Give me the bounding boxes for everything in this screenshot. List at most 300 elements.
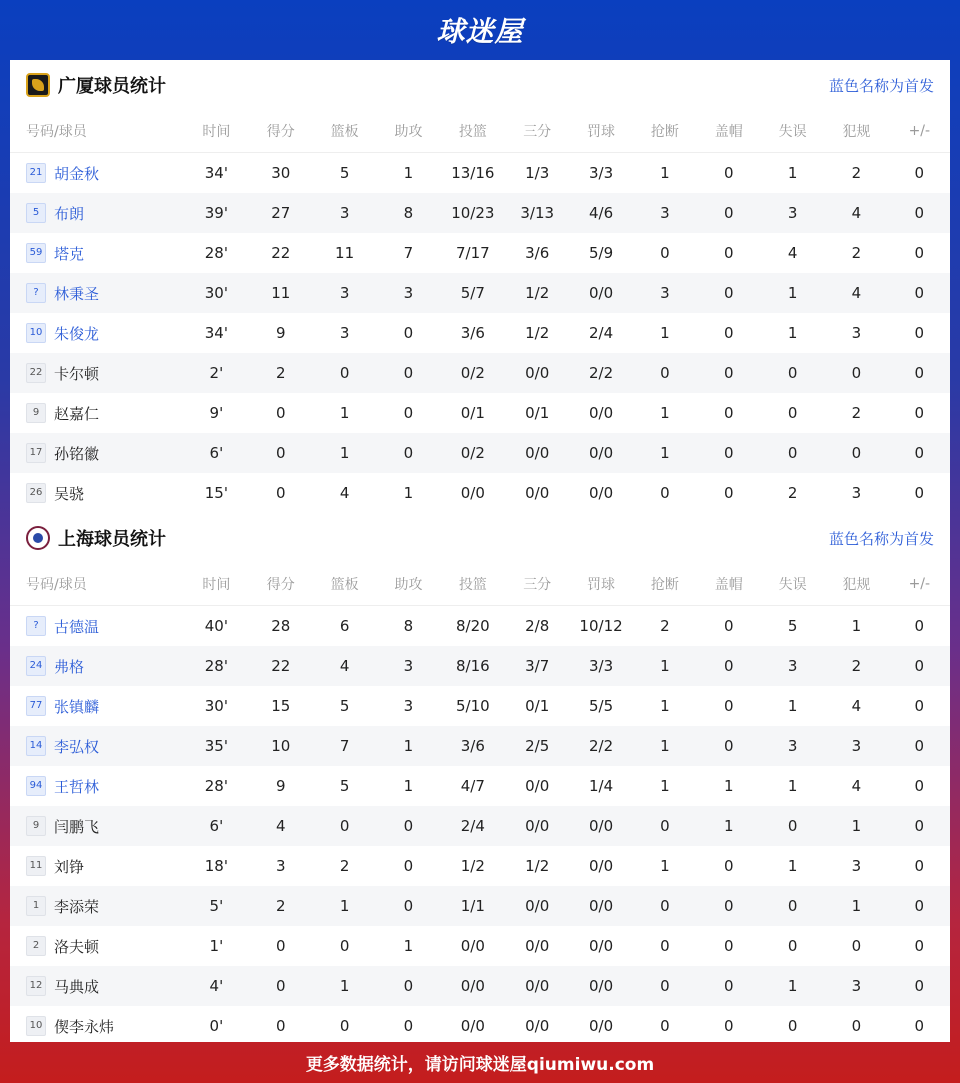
stat-cell: 0 — [249, 966, 312, 1006]
stat-cell: 1' — [209, 937, 224, 955]
player-name-link[interactable]: 洛夫顿 — [54, 937, 100, 956]
player-cell[interactable] — [10, 966, 184, 1006]
stat-cell: 0 — [723, 1017, 734, 1035]
table-row[interactable] — [10, 926, 950, 966]
table-row[interactable] — [10, 1006, 950, 1046]
stat-cell: 1 — [824, 886, 888, 926]
stat-cell: 5 — [339, 697, 350, 715]
column-header: 三分 — [506, 563, 569, 606]
footer-banner[interactable] — [0, 1042, 960, 1083]
stat-cell: 0/0 — [525, 484, 550, 502]
player-cell[interactable] — [10, 726, 184, 766]
column-header: 失误 — [761, 563, 824, 606]
player-name-link[interactable]: 朱俊龙 — [54, 324, 100, 343]
stat-cell: 1 — [761, 966, 824, 1006]
stat-cell: 0 — [851, 1017, 862, 1035]
stat-cell: 0/1 — [525, 404, 550, 422]
stat-cell: 2 — [851, 404, 862, 422]
stat-cell: 1/2 — [506, 273, 569, 313]
brand-header — [0, 0, 960, 60]
player-name-link[interactable]: 布朗 — [54, 204, 85, 223]
stat-cell: 0 — [761, 886, 824, 926]
player-name-link[interactable]: 塔克 — [54, 244, 85, 263]
player-name-link[interactable]: 马典成 — [54, 977, 100, 996]
stat-cell: 2 — [660, 617, 670, 635]
stat-cell: 4/7 — [460, 777, 485, 795]
player-name-link[interactable]: 林秉圣 — [54, 284, 100, 303]
stat-cell: 22 — [249, 646, 312, 686]
stat-cell: 0 — [339, 1017, 350, 1035]
stat-cell: 1/2 — [525, 324, 550, 342]
stat-cell: 6' — [184, 433, 249, 473]
stat-cell: 0 — [914, 1017, 925, 1035]
player-name-link[interactable]: 闫鹏飞 — [54, 817, 100, 836]
column-header: 得分 — [249, 563, 312, 606]
stat-cell: 6' — [184, 806, 249, 846]
stat-cell: 1 — [633, 433, 696, 473]
stat-cell: 3 — [633, 273, 696, 313]
stat-cell: 2 — [851, 244, 862, 262]
stat-cell: 0/0 — [460, 937, 485, 955]
column-header: 罚球 — [569, 110, 633, 153]
stat-cell: 1 — [824, 806, 888, 846]
stat-cell: 0/0 — [588, 937, 614, 955]
table-row[interactable] — [10, 433, 950, 473]
starter-legend: 蓝色名称为首发 — [828, 529, 934, 548]
stat-cell: 0' — [209, 1017, 224, 1035]
table-row[interactable] — [10, 606, 950, 647]
stat-cell: 0/0 — [569, 273, 633, 313]
stat-cell: 5/9 — [588, 244, 614, 262]
stats-card — [10, 60, 950, 1042]
stat-cell: 8 — [403, 617, 414, 635]
stat-cell: 27 — [249, 193, 312, 233]
stat-cell: 0/0 — [588, 857, 614, 875]
stat-cell: 2/4 — [588, 324, 614, 342]
stat-cell: 0/0 — [588, 1017, 614, 1035]
stat-cell: 3 — [824, 966, 888, 1006]
jersey-number-badge: 24 — [26, 656, 46, 676]
stat-cell: 4' — [184, 966, 249, 1006]
table-row[interactable] — [10, 353, 950, 393]
column-header: 失误 — [761, 110, 824, 153]
stat-cell: 0 — [889, 193, 950, 233]
stat-cell: 3 — [761, 646, 824, 686]
player-name-link[interactable]: 孙铭徽 — [54, 444, 100, 463]
stat-cell: 0/0 — [569, 966, 633, 1006]
stat-cell: 4 — [824, 273, 888, 313]
stat-cell: 4/6 — [569, 193, 633, 233]
stat-cell: 0 — [275, 484, 286, 502]
table-row[interactable] — [10, 473, 950, 513]
stat-cell: 3 — [403, 697, 414, 715]
player-cell[interactable] — [10, 313, 184, 353]
stat-cell: 2/2 — [569, 353, 633, 393]
table-row[interactable] — [10, 886, 950, 926]
player-name-link[interactable]: 李添荣 — [54, 897, 100, 916]
table-row[interactable] — [10, 806, 950, 846]
shanghai-team-logo-icon — [26, 526, 50, 550]
table-row[interactable] — [10, 273, 950, 313]
stat-cell: 4 — [851, 777, 862, 795]
stat-cell: 1 — [403, 484, 414, 502]
player-cell[interactable] — [10, 273, 184, 313]
stat-cell: 11 — [249, 273, 312, 313]
stat-cell: 0 — [914, 857, 925, 875]
jersey-number-badge: 10 — [26, 1016, 46, 1036]
stat-cell: 1 — [312, 433, 376, 473]
stat-cell: 0 — [697, 193, 761, 233]
stat-cell: 1 — [787, 697, 798, 715]
stat-cell: 5 — [787, 617, 798, 635]
stat-cell: 2/5 — [506, 726, 569, 766]
stat-cell: 0/0 — [525, 777, 550, 795]
stat-cell: 0 — [787, 1017, 798, 1035]
jersey-number-badge: 26 — [26, 483, 46, 503]
stat-cell: 5/7 — [440, 273, 505, 313]
stat-cell: 0 — [339, 937, 350, 955]
stat-cell: 7/17 — [455, 244, 490, 262]
player-cell[interactable] — [10, 686, 184, 726]
stat-cell: 39' — [184, 193, 249, 233]
stat-cell: 1 — [697, 806, 761, 846]
stat-cell: 3 — [851, 857, 862, 875]
table-row[interactable] — [10, 393, 950, 433]
stat-cell: 0 — [377, 806, 440, 846]
stat-cell: 0 — [312, 353, 376, 393]
stat-cell: 0 — [889, 966, 950, 1006]
stat-cell: 1 — [660, 324, 670, 342]
column-header: +/- — [889, 563, 950, 606]
jersey-number-badge: 77 — [26, 696, 46, 716]
jersey-number-badge: 14 — [26, 736, 46, 756]
player-name-link[interactable]: 胡金秋 — [54, 164, 100, 183]
column-header: 号码/球员 — [10, 563, 184, 606]
stat-cell: 0 — [633, 806, 696, 846]
stat-cell: 3 — [761, 726, 824, 766]
jersey-number-badge: 21 — [26, 163, 46, 183]
player-name-link[interactable]: 卡尔顿 — [54, 364, 100, 383]
table-row[interactable] — [10, 846, 950, 886]
stat-cell: 1 — [339, 404, 350, 422]
stat-cell: 0/0 — [525, 937, 550, 955]
stat-cell: 3/7 — [506, 646, 569, 686]
stat-cell: 0 — [889, 433, 950, 473]
player-name-link[interactable]: 李弘权 — [54, 737, 100, 756]
stat-cell: 0 — [723, 484, 734, 502]
stat-cell: 28' — [184, 646, 249, 686]
stat-cell: 0 — [697, 966, 761, 1006]
column-header: +/- — [889, 110, 950, 153]
stat-cell: 1 — [851, 617, 862, 635]
stat-cell: 0 — [914, 484, 925, 502]
stat-cell: 0 — [851, 937, 862, 955]
stat-cell: 40' — [204, 617, 228, 635]
stat-cell: 3/3 — [569, 646, 633, 686]
player-cell[interactable] — [10, 806, 184, 846]
stat-cell: 3 — [851, 484, 862, 502]
stat-cell: 0 — [275, 404, 286, 422]
column-header: 罚球 — [569, 563, 633, 606]
stat-cell: 0/0 — [588, 404, 614, 422]
stat-cell: 0/0 — [506, 886, 569, 926]
column-header: 时间 — [184, 563, 249, 606]
player-cell[interactable] — [10, 473, 184, 513]
column-header: 犯规 — [824, 563, 888, 606]
player-cell[interactable] — [10, 886, 184, 926]
stat-cell: 0 — [249, 433, 312, 473]
stat-cell: 3 — [824, 726, 888, 766]
stat-cell: 5' — [184, 886, 249, 926]
jersey-number-badge: ? — [26, 616, 46, 636]
jersey-number-badge: 5 — [26, 203, 46, 223]
stat-cell: 30' — [184, 273, 249, 313]
player-cell[interactable] — [10, 606, 184, 647]
stat-cell: 28 — [271, 617, 291, 635]
stat-cell: 3 — [377, 646, 440, 686]
stat-cell: 1 — [633, 726, 696, 766]
stat-cell: 1 — [660, 404, 670, 422]
stat-cell: 0 — [889, 806, 950, 846]
stat-cell: 2/4 — [440, 806, 505, 846]
stat-cell: 3 — [312, 273, 376, 313]
stat-cell: 0 — [723, 857, 734, 875]
stat-cell: 0 — [723, 164, 734, 182]
stat-cell: 0 — [723, 617, 734, 635]
table-header-row — [10, 563, 950, 606]
stat-cell: 6 — [339, 617, 350, 635]
stat-cell: 30' — [204, 697, 228, 715]
stat-cell: 9 — [275, 777, 286, 795]
stat-cell: 0/0 — [569, 886, 633, 926]
table-row[interactable] — [10, 966, 950, 1006]
column-header: 投篮 — [440, 563, 505, 606]
stat-cell: 2 — [824, 646, 888, 686]
stat-cell: 34' — [204, 324, 228, 342]
stat-cell: 0/0 — [460, 1017, 485, 1035]
stat-cell: 3/13 — [506, 193, 569, 233]
stat-cell: 2 — [851, 164, 862, 182]
stat-cell: 7 — [312, 726, 376, 766]
stat-cell: 0 — [723, 324, 734, 342]
table-row[interactable] — [10, 726, 950, 766]
player-cell[interactable] — [10, 153, 184, 194]
stat-cell: 3 — [761, 193, 824, 233]
stat-cell: 3 — [377, 273, 440, 313]
stat-cell: 5/10 — [455, 697, 490, 715]
stat-cell: 2' — [184, 353, 249, 393]
player-stats-table — [10, 110, 950, 513]
stat-cell: 10/23 — [440, 193, 505, 233]
stat-cell: 3 — [339, 324, 350, 342]
stat-cell: 1 — [787, 777, 798, 795]
stat-cell: 3 — [275, 857, 286, 875]
stat-cell: 0 — [660, 484, 670, 502]
player-cell[interactable] — [10, 846, 184, 886]
stat-cell: 0 — [660, 1017, 670, 1035]
stat-cell: 8 — [377, 193, 440, 233]
stat-cell: 30 — [271, 164, 291, 182]
table-row[interactable] — [10, 646, 950, 686]
player-cell[interactable] — [10, 233, 184, 273]
stat-cell: 0 — [723, 244, 734, 262]
jersey-number-badge: 10 — [26, 323, 46, 343]
stat-cell: 10 — [249, 726, 312, 766]
player-cell[interactable] — [10, 393, 184, 433]
column-header: 投篮 — [440, 110, 505, 153]
stat-cell: 0/0 — [569, 806, 633, 846]
stat-cell: 3/6 — [440, 726, 505, 766]
table-row[interactable] — [10, 153, 950, 194]
stat-cell: 0/0 — [460, 484, 485, 502]
stat-cell: 1 — [787, 324, 798, 342]
team-name: 广厦球员统计 — [58, 76, 166, 97]
stat-cell: 0 — [697, 646, 761, 686]
stat-cell: 1/4 — [588, 777, 614, 795]
stat-cell: 0 — [403, 404, 414, 422]
stat-cell: 2 — [249, 886, 312, 926]
player-cell[interactable] — [10, 926, 184, 966]
stat-cell: 1 — [660, 857, 670, 875]
stat-cell: 0/2 — [440, 433, 505, 473]
stat-cell: 1 — [787, 164, 798, 182]
jersey-number-badge: 94 — [26, 776, 46, 796]
starter-legend: 蓝色名称为首发 — [828, 76, 934, 95]
brand-logo: 球迷屋 — [436, 15, 524, 48]
stat-cell: 4 — [851, 697, 862, 715]
stat-cell: 0 — [377, 966, 440, 1006]
stat-cell: 0 — [403, 324, 414, 342]
stat-cell: 0 — [914, 324, 925, 342]
stat-cell: 1 — [660, 697, 670, 715]
stat-cell: 3/3 — [588, 164, 614, 182]
stat-cell: 0 — [824, 433, 888, 473]
column-header: 助攻 — [377, 110, 440, 153]
stat-cell: 4 — [787, 244, 798, 262]
stat-cell: 0 — [697, 886, 761, 926]
player-cell[interactable] — [10, 433, 184, 473]
stat-cell: 0 — [312, 806, 376, 846]
player-cell[interactable] — [10, 353, 184, 393]
stat-cell: 0 — [914, 937, 925, 955]
player-name-link[interactable]: 吴骁 — [54, 484, 85, 503]
stat-cell: 35' — [184, 726, 249, 766]
stat-cell: 22 — [271, 244, 291, 262]
stat-cell: 0/0 — [506, 806, 569, 846]
stat-cell: 0/0 — [506, 966, 569, 1006]
player-name-link[interactable]: 弗格 — [54, 657, 85, 676]
table-row[interactable] — [10, 686, 950, 726]
column-header: 篮板 — [312, 563, 376, 606]
stat-cell: 0 — [723, 937, 734, 955]
stat-cell: 5 — [339, 164, 350, 182]
table-row[interactable] — [10, 193, 950, 233]
stat-cell: 8/20 — [455, 617, 490, 635]
player-cell[interactable] — [10, 646, 184, 686]
player-cell[interactable] — [10, 193, 184, 233]
player-cell[interactable] — [10, 766, 184, 806]
stat-cell: 0 — [697, 726, 761, 766]
stat-cell: 34' — [204, 164, 228, 182]
stat-cell: 1 — [312, 886, 376, 926]
stat-cell: 0/1 — [460, 404, 485, 422]
stat-cell: 0 — [403, 1017, 414, 1035]
stat-cell: 15' — [204, 484, 228, 502]
stat-cell: 0 — [377, 886, 440, 926]
column-header: 犯规 — [824, 110, 888, 153]
player-name-link[interactable]: 偰李永炜 — [54, 1017, 115, 1036]
stat-cell: 1 — [723, 777, 734, 795]
stat-cell: 28' — [204, 244, 228, 262]
stat-cell: 5/5 — [588, 697, 614, 715]
stat-cell: 1 — [403, 777, 414, 795]
stat-cell: 0 — [697, 433, 761, 473]
column-header: 三分 — [506, 110, 569, 153]
stat-cell: 0 — [889, 646, 950, 686]
team-section — [10, 513, 950, 1046]
table-row[interactable] — [10, 313, 950, 353]
stat-cell: 3 — [312, 193, 376, 233]
jersey-number-badge: 17 — [26, 443, 46, 463]
column-header: 抢断 — [633, 110, 696, 153]
player-cell[interactable] — [10, 1006, 184, 1046]
stat-cell: 0 — [787, 404, 798, 422]
footer-text[interactable]: 更多数据统计，请访问球迷屋qiumiwu.com — [305, 1055, 655, 1075]
player-stats-table — [10, 563, 950, 1046]
stat-cell: 0 — [889, 726, 950, 766]
stat-cell: 0 — [889, 353, 950, 393]
team-header — [10, 513, 950, 563]
stat-cell: 0 — [914, 777, 925, 795]
stat-cell: 2 — [339, 857, 350, 875]
stat-cell: 9' — [209, 404, 224, 422]
stat-cell: 7 — [403, 244, 414, 262]
stat-cell: 2/2 — [569, 726, 633, 766]
player-name-link[interactable]: 张镇麟 — [54, 697, 100, 716]
stat-cell: 0/0 — [588, 484, 614, 502]
jersey-number-badge: 59 — [26, 243, 46, 263]
stat-cell: 0 — [660, 937, 670, 955]
table-row[interactable] — [10, 233, 950, 273]
player-name-link[interactable]: 王哲林 — [54, 777, 100, 796]
stat-cell: 0 — [914, 404, 925, 422]
stat-cell: 0 — [275, 1017, 286, 1035]
stat-cell: 0/0 — [569, 433, 633, 473]
player-name-link[interactable]: 赵嘉仁 — [54, 404, 100, 423]
stat-cell: 1 — [660, 164, 670, 182]
stat-cell: 0 — [377, 433, 440, 473]
team-title — [26, 72, 166, 98]
player-name-link[interactable]: 古德温 — [54, 617, 100, 636]
stat-cell: 0 — [824, 353, 888, 393]
player-name-link[interactable]: 刘铮 — [54, 857, 85, 876]
stat-cell: 2 — [249, 353, 312, 393]
column-header: 时间 — [184, 110, 249, 153]
stat-cell: 1 — [403, 164, 414, 182]
column-header: 抢断 — [633, 563, 696, 606]
table-header-row — [10, 110, 950, 153]
stat-cell: 1 — [633, 646, 696, 686]
column-header: 篮板 — [312, 110, 376, 153]
stat-cell: 0 — [761, 353, 824, 393]
stat-cell: 0 — [889, 273, 950, 313]
stat-cell: 4 — [824, 193, 888, 233]
stat-cell: 0/0 — [506, 433, 569, 473]
table-row[interactable] — [10, 766, 950, 806]
stat-cell: 1 — [761, 273, 824, 313]
stat-cell: 0 — [914, 244, 925, 262]
stat-cell: 4 — [249, 806, 312, 846]
